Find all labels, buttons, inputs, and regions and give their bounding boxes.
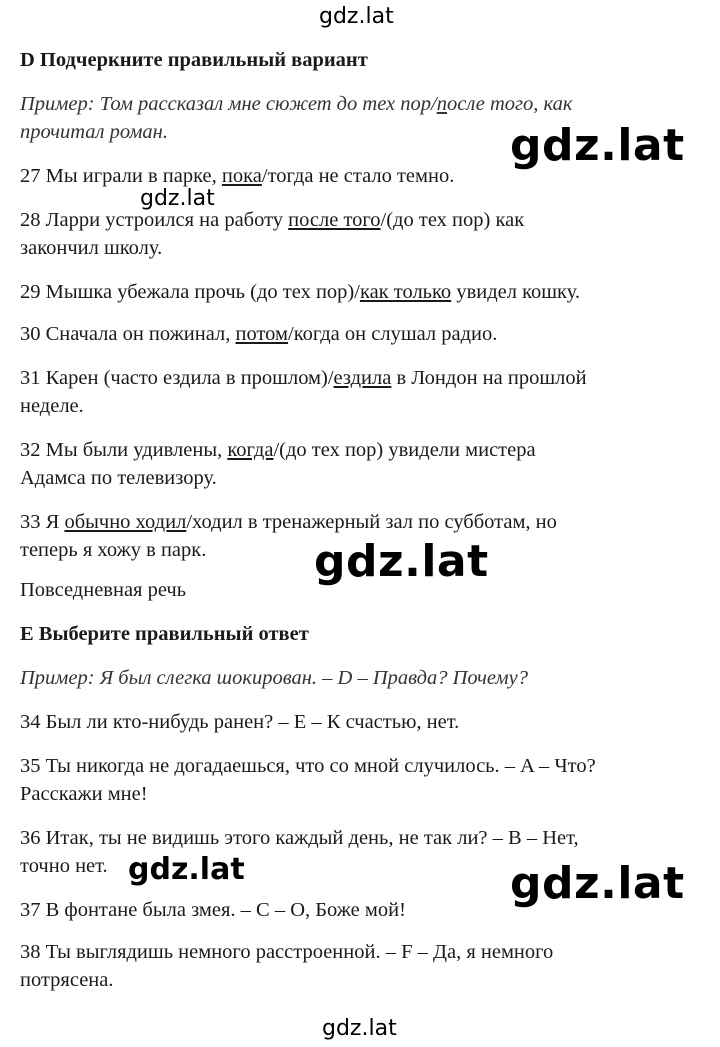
item-36: 36 Итак, ты не видишь этого каждый день, не так ли? – B – Нет, — [20, 827, 579, 849]
item-35-cont: Расскажи мне! — [20, 783, 148, 805]
section-e-example: Пример: Я был слегка шокирован. – D – Правда? Почему? — [20, 667, 528, 689]
item-27: 27 Мы играли в парке, пока/тогда не стало темно. — [20, 165, 455, 187]
watermark-large-middle: gdz.lat — [314, 536, 489, 587]
item-36-cont: точно нет. — [20, 855, 108, 877]
watermark-large: gdz.lat — [510, 120, 685, 171]
item-34: 34 Был ли кто-нибудь ранен? – E – К счастью, нет. — [20, 711, 460, 733]
section-d-example-line1: Пример: Том рассказал мне сюжет до тех пор/после того, как — [20, 93, 573, 115]
everyday-speech-label: Повседневная речь — [20, 579, 187, 601]
watermark-top: gdz.lat — [319, 4, 394, 29]
item-30: 30 Сначала он пожинал, потом/когда он слушал радио. — [20, 323, 498, 345]
section-d-example-line2: прочитал роман. — [20, 121, 168, 143]
item-28-cont: закончил школу. — [20, 237, 163, 259]
item-29: 29 Мышка убежала прочь (до тех пор)/как только увидел кошку. — [20, 281, 581, 303]
item-35: 35 Ты никогда не догадаешься, что со мной случилось. – A – Что? — [20, 755, 596, 777]
item-37: 37 В фонтане была змея. – C – О, Боже мой! — [20, 899, 406, 921]
item-28: 28 Ларри устроился на работу после того/(до тех пор) как — [20, 209, 525, 231]
section-e-heading: E Выберите правильный ответ — [20, 623, 309, 645]
item-38-cont: потрясена. — [20, 969, 114, 991]
item-32: 32 Мы были удивлены, когда/(до тех пор) увидели мистера — [20, 439, 536, 461]
item-32-cont: Адамса по телевизору. — [20, 467, 217, 489]
item-31-cont: неделе. — [20, 395, 84, 417]
item-33: 33 Я обычно ходил/ходил в тренажерный зал по субботам, но — [20, 511, 557, 533]
item-38: 38 Ты выглядишь немного расстроенной. – F – Да, я немного — [20, 941, 554, 963]
watermark-large-bottom: gdz.lat — [510, 858, 685, 909]
item-31: 31 Карен (часто ездила в прошлом)/ездила в Лондон на прошлой — [20, 367, 587, 389]
watermark-medium: gdz.lat — [128, 852, 245, 887]
section-d-heading: D Подчеркните правильный вариант — [20, 49, 368, 71]
watermark-bottom: gdz.lat — [322, 1016, 397, 1041]
item-33-cont: теперь я хожу в парк. — [20, 539, 207, 561]
watermark-small: gdz.lat — [140, 186, 215, 211]
